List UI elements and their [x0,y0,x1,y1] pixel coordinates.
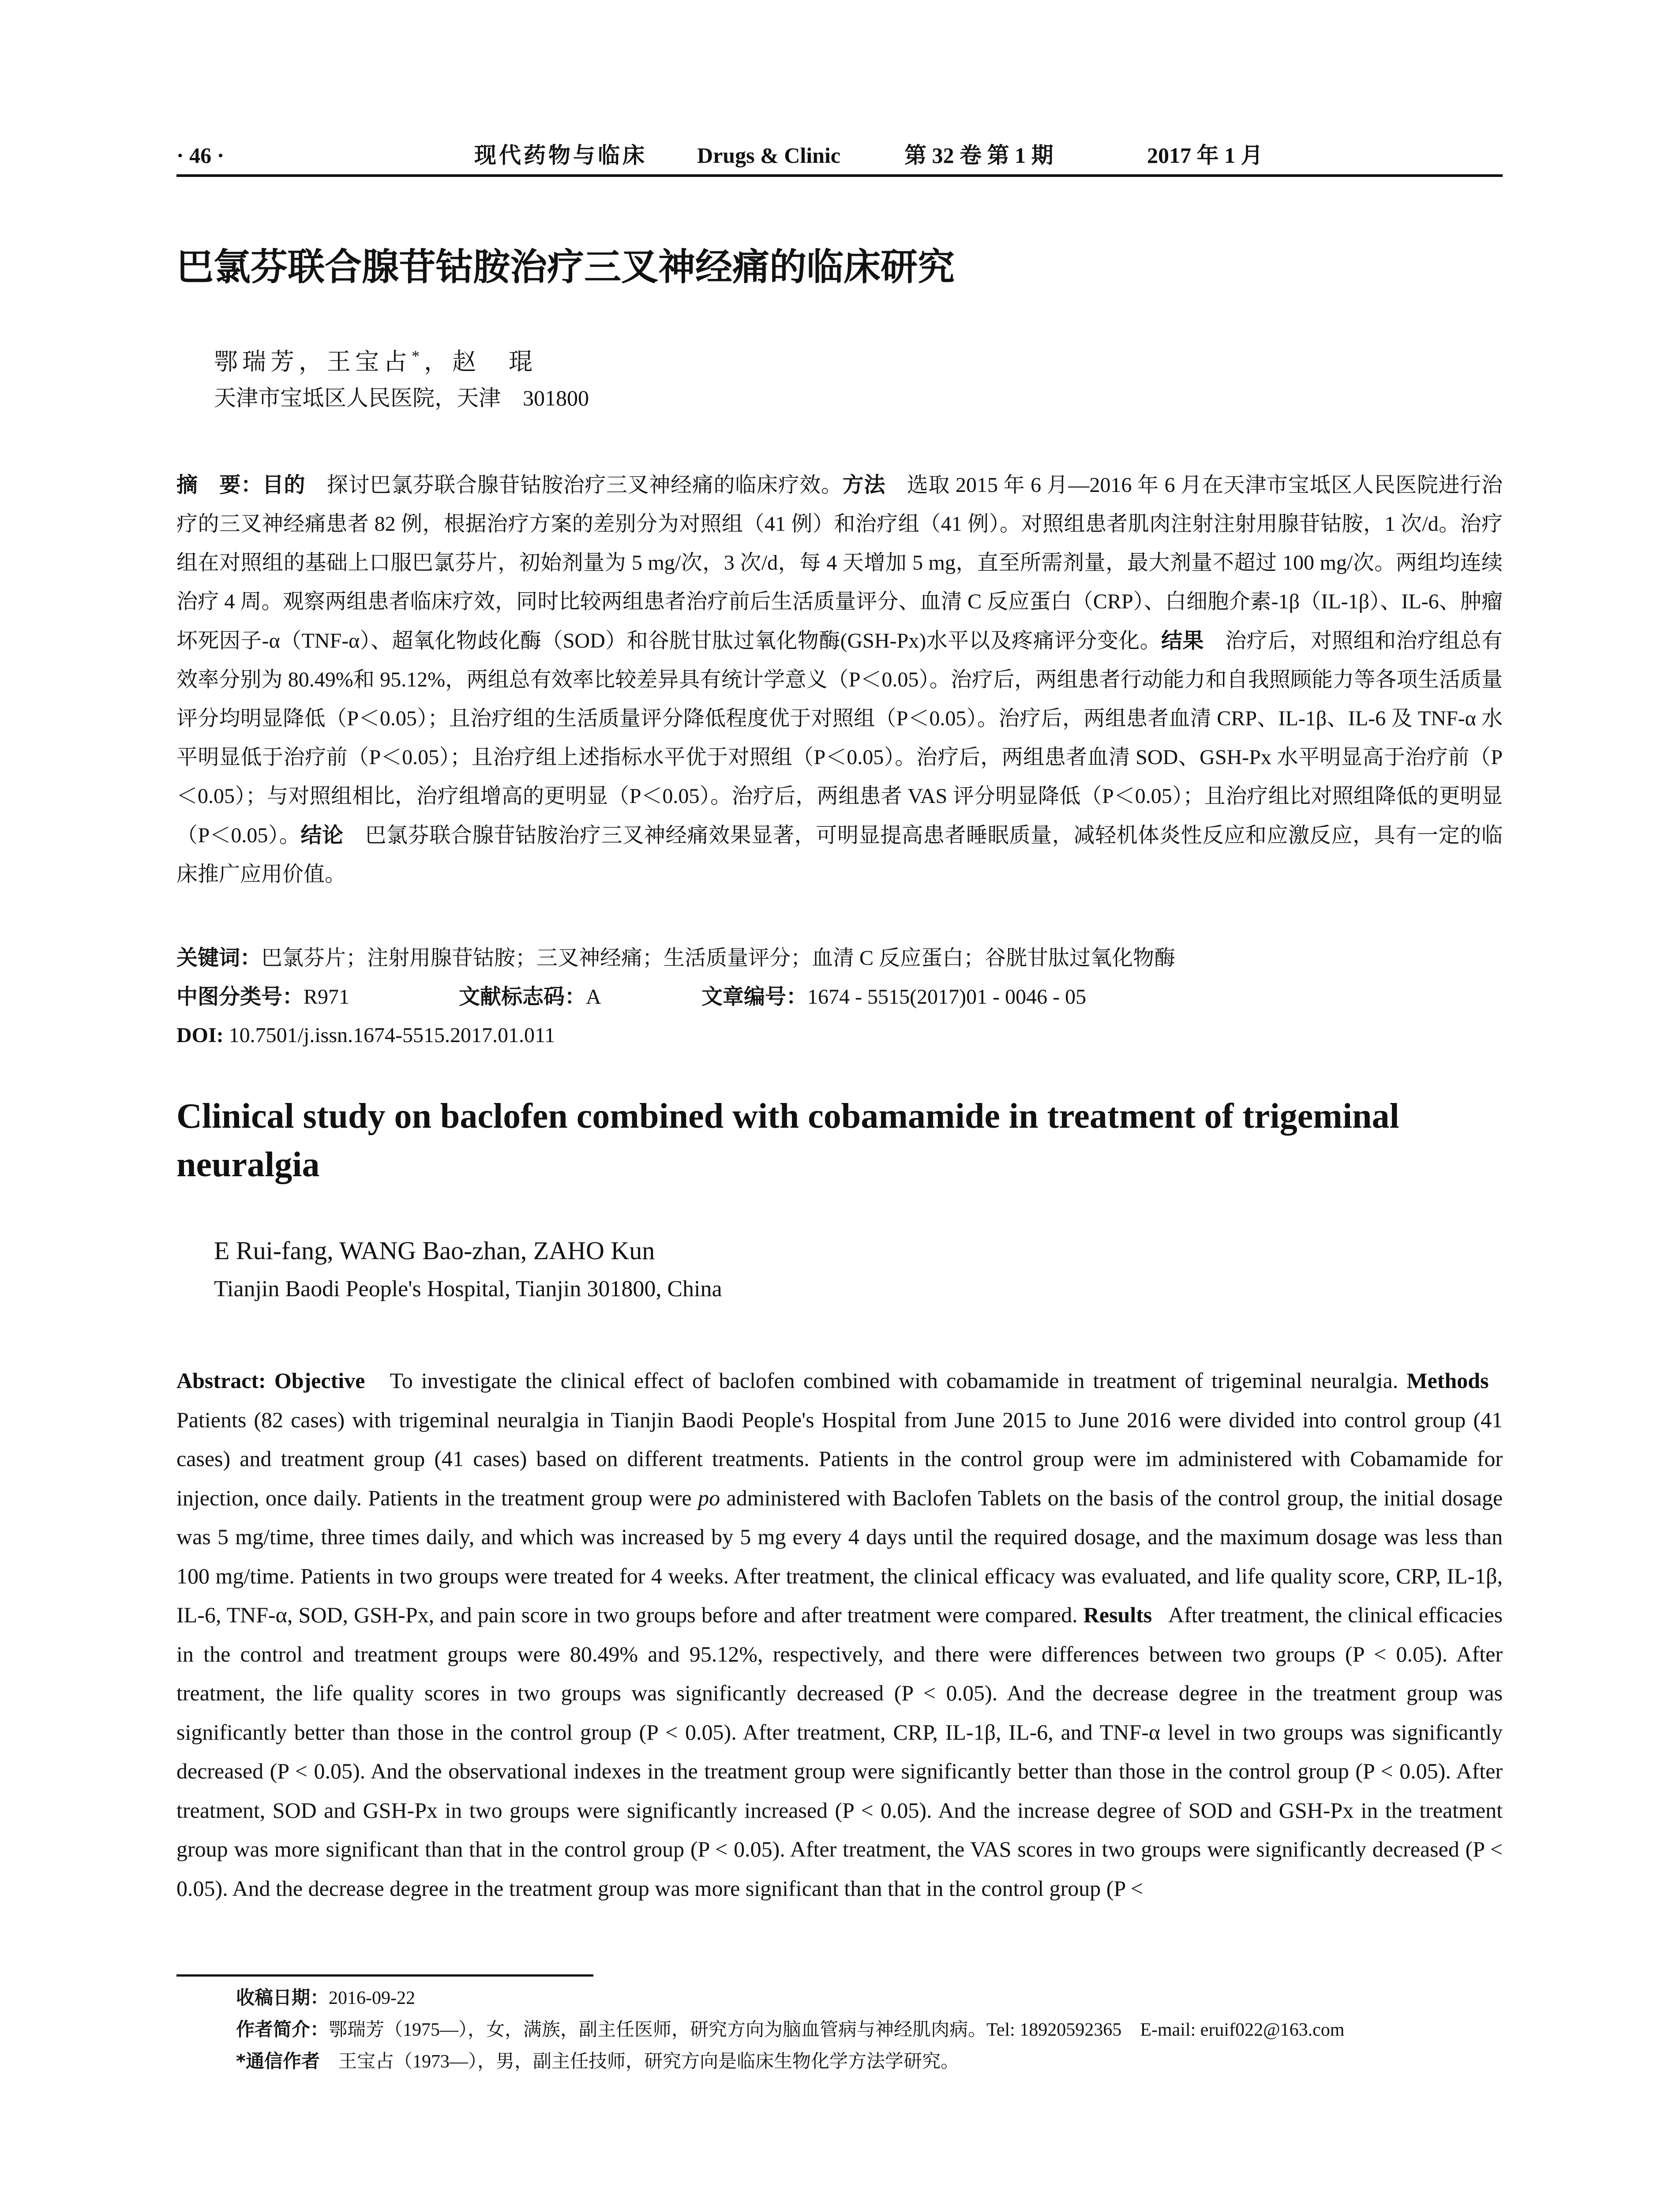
cn-authors [214,341,537,377]
cn-keywords-text: 巴氯芬片；注射用腺苷钴胺；三叉神经痛；生活质量评分；血清 C 反应蛋白；谷胱甘肽过氧化物酶 [261,946,1176,970]
cn-conclusion: 巴氯芬联合腺苷钴胺治疗三叉神经痛效果显著，可明显提高患者睡眠质量，减轻机体炎性反应和应激反应，具有一定的临床推广应用价值。 [176,824,1503,886]
corresponding-mark: * [412,347,424,365]
journal-name-cn: 现代药物与临床 [474,143,647,168]
en-affiliation: Tianjin Baodi People's Hospital, Tianjin 301800, China [214,1276,722,1302]
corresponding-label: *通信作者 [236,2050,320,2072]
page-number: · 46 · [176,143,225,168]
doi-label: DOI: [176,1024,224,1047]
journal-name-en: Drugs & Clinic [697,143,840,168]
cn-results: 治疗后，对照组和治疗组总有效率分别为 80.49%和 95.12%，两组总有效率比较差异具有统计学意义（P＜0.05）。治疗后，两组患者行动能力和自我照顾能力等各项生活质量评分均明显降低（P＜0.05）；且治疗组的生活质量评分降低程度优于对照组（P＜0.05）。治疗后，两组患者血清 CRP、IL-1β、IL-6 及 TNF-α 水平明显低于治疗前（P＜0.05）；且治疗组上述指标水平优于对照组（P＜0.05）。治疗后，两组患者血清 SOD、GSH-Px 水平明显高于治疗前（P＜0.05）；与对照组相比，治疗组增高的更明显（P＜0.05）。治疗后，两组患者 VAS 评分明显降低（P＜0.05）；且治疗组比对照组降低的更明显（P＜0.05）。 [176,629,1503,847]
received-date [236,1985,415,2011]
cn-title: 巴氯芬联合腺苷钴胺治疗三叉神经痛的临床研究 [176,245,955,289]
cn-conclusion-label: 结论 [300,823,344,848]
cn-methods-label: 方法 [842,473,886,497]
author-bio-label: 作者简介： [236,2018,329,2040]
en-methods-label: Methods [1406,1368,1489,1393]
cn-authors-part-b: ，赵 琨 [424,349,537,375]
doccode-value: A [586,985,601,1009]
received-label: 收稿日期： [236,1987,329,2008]
cn-keywords-label: 关键词： [176,945,262,970]
cn-results-label: 结果 [1161,628,1204,653]
author-bio [236,2017,1344,2042]
en-title: Clinical study on baclofen combined with cobamamide in treatment of trigeminal neuralgia [176,1097,1399,1184]
corresponding-author [236,2049,959,2074]
cn-abstract [176,465,1503,894]
cn-objective: 探讨巴氯芬联合腺苷钴胺治疗三叉神经痛的临床疗效。 [326,473,843,497]
header-rule [176,174,1503,177]
volume-issue: 第 32 卷 第 1 期 [904,143,1054,168]
en-abstract-label: Abstract: [176,1368,266,1393]
author-bio-text: 鄂瑞芳（1975—），女，满族，副主任医师，研究方向为脑血管病与神经肌肉病。Tel: 18920592365 E-mail: eruif022@163.com [329,2020,1345,2040]
doi-value: 10.7501/j.issn.1674-5515.2017.01.011 [229,1024,555,1047]
doi [176,1016,555,1055]
en-methods-a: Patients (82 cases) with trigeminal neuralgia in Tianjin Baodi People's Hospital from June 2015 to June 2016 were divided into control group (41 cases) and treatment group (41 cases) based on different treatments. Patients in the control group were im administered with Cobamamide for injection, once daily. Patients in the treatment group were [176,1407,1503,1510]
en-objective-label: Objective [274,1368,365,1393]
issue-date: 2017 年 1 月 [1147,143,1263,168]
cn-abstract-label: 摘 要： [176,473,262,497]
cn-methods: 选取 2015 年 6 月—2016 年 6 月在天津市宝坻区人民医院进行治疗的三叉神经痛患者 82 例，根据治疗方案的差别分为对照组（41 例）和治疗组（41 例）。对照组患者肌肉注射注射用腺苷钴胺，1 次/d。治疗组在对照组的基础上口服巴氯芬片，初始剂量为 5 mg/次，3 次/d，每 4 天增加 5 mg，直至所需剂量，最大剂量不超过 100 mg/次。两组均连续治疗 4 周。观察两组患者临床疗效，同时比较两组患者治疗前后生活质量评分、血清 C 反应蛋白（CRP）、白细胞介素-1β（IL-1β）、IL-6、肿瘤坏死因子-α（TNF-α）、超氧化物歧化酶（SOD）和谷胱甘肽过氧化物酶(GSH-Px)水平以及疼痛评分变化。 [176,473,1503,653]
doccode-label: 文献标志码： [459,984,586,1009]
en-authors: E Rui-fang, WANG Bao-zhan, ZAHO Kun [214,1236,655,1265]
cn-objective-label: 目的 [262,473,306,497]
received-value: 2016-09-22 [329,1988,415,2008]
articleno-label: 文章编号： [701,984,808,1009]
clc-value: R971 [304,985,350,1009]
cn-classification [176,977,349,1017]
cn-keywords [176,938,1175,978]
en-results: After treatment, the clinical efficacies in the control and treatment groups were 80.49% and 95.12%, respectively, and there were differences between two groups (P < 0.05). After treatment, the life quality scores in two groups was significantly decreased (P < 0.05). And the decrease degree in the treatment group was significantly better than those in the control group (P < 0.05). After treatment, CRP, IL-1β, IL-6, and TNF-α level in two groups was significantly decreased (P < 0.05). And the observational indexes in the treatment group were significantly better than those in the control group (P < 0.05). After treatment, SOD and GSH-Px in two groups were significantly increased (P < 0.05). And the increase degree of SOD and GSH-Px in the treatment group was more significant than that in the control group (P < 0.05). After treatment, the VAS scores in two groups were significantly decreased (P < 0.05). And the decrease degree in the treatment group was more significant than that in the control group (P < [176,1602,1503,1901]
en-objective: To investigate the clinical effect of baclofen combined with cobamamide in treatment of trigeminal neuralgia. [390,1368,1399,1393]
cn-authors-part-a: 鄂瑞芳，王宝占 [214,349,412,375]
corresponding-text: 王宝占（1973—），男，副主任技师，研究方向是临床生物化学方法学研究。 [338,2052,959,2072]
clc-label: 中图分类号： [176,984,304,1009]
articleno-value: 1674 - 5515(2017)01 - 0046 - 05 [807,985,1086,1009]
en-methods-po: po [698,1485,720,1510]
en-methods-b: administered with Baclofen Tablets on the basis of the control group, the initial dosage was 5 mg/time, three times daily, and which was increased by 5 mg every 4 days until the required dosage, and the maximum dosage was less than 100 mg/time. Patients in two groups were treated for 4 weeks. After treatment, the clinical efficacy was evaluated, and life quality score, CRP, IL-1β, IL-6, TNF-α, SOD, GSH-Px, and pain score in two groups before and after treatment were compared. [176,1485,1503,1627]
en-results-label: Results [1083,1602,1152,1627]
cn-document-code [459,977,601,1017]
cn-affiliation: 天津市宝坻区人民医院，天津 301800 [214,386,589,410]
footnote-rule [176,1974,593,1977]
cn-article-number [701,977,1086,1017]
en-abstract [176,1361,1503,1908]
